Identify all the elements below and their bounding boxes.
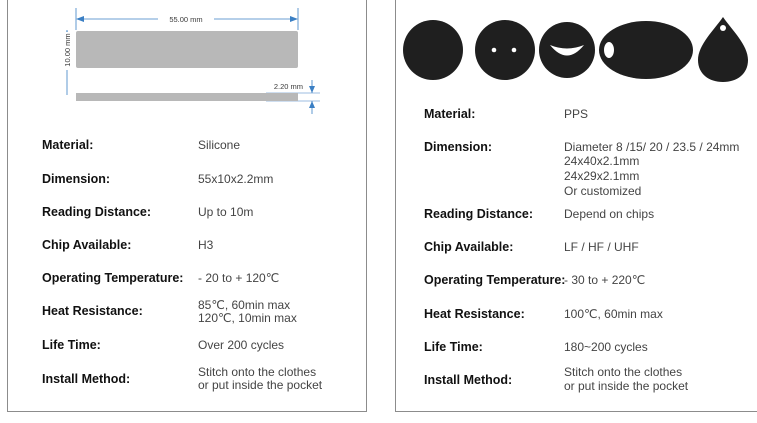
dimension-label: Dimension: (42, 172, 111, 186)
install-method-value: Stitch onto the clothes (564, 365, 683, 379)
dimension-value: 24x29x2.1mm (564, 169, 640, 183)
operating-temperature-label: Operating Temperature: (42, 271, 184, 285)
tag-shapes-row (396, 0, 757, 92)
reading-distance-label: Reading Distance: (424, 207, 534, 221)
install-method-label: Install Method: (424, 373, 513, 387)
arrow-right-icon (290, 16, 298, 22)
teardrop-tag-icon (698, 17, 748, 82)
length-dimension-label: 55.00 mm (169, 15, 203, 24)
install-method-value: or put inside the pocket (564, 379, 689, 393)
chip-available-label: Chip Available: (42, 238, 132, 252)
material-label: Material: (424, 107, 476, 121)
life-time-value: 180~200 cycles (564, 340, 648, 354)
silicone-tag-side-view (76, 93, 298, 101)
width-dimension-label: 10.00 mm (63, 33, 72, 67)
reading-distance-value: Up to 10m (198, 205, 254, 219)
chip-available-label: Chip Available: (424, 240, 514, 254)
dimension-value: Or customized (564, 184, 642, 198)
heat-resistance-label: Heat Resistance: (42, 304, 143, 318)
dimension-value: 55x10x2.2mm (198, 172, 274, 186)
reading-distance-label: Reading Distance: (42, 205, 152, 219)
reading-distance-value: Depend on chips (564, 207, 655, 221)
heat-resistance-value: 120℃, 10min max (198, 311, 297, 325)
heat-resistance-value: 100℃, 60min max (564, 307, 663, 321)
tag-dimension-diagram (8, 0, 367, 130)
chip-available-value: LF / HF / UHF (564, 240, 639, 254)
chip-available-value: H3 (198, 238, 214, 252)
arrow-down-icon (309, 86, 315, 93)
round-tag-icon (403, 20, 463, 80)
install-method-label: Install Method: (42, 372, 131, 386)
dimension-label: Dimension: (424, 140, 493, 154)
operating-temperature-label: Operating Temperature: (424, 273, 566, 287)
life-time-label: Life Time: (424, 340, 483, 354)
operating-temperature-value: - 30 to + 220℃ (564, 273, 646, 287)
smile-tag-icon (539, 22, 595, 78)
arrow-left-icon (76, 16, 84, 22)
heat-resistance-value: 85℃, 60min max (198, 298, 291, 312)
arrow-up-icon (309, 101, 315, 108)
thickness-dimension-label: 2.20 mm (273, 82, 303, 91)
material-value: Silicone (198, 138, 241, 152)
left-product-card (7, 0, 367, 412)
oval-tag-icon (599, 21, 693, 79)
dimension-value: Diameter 8 /15/ 20 / 23.5 / 24mm (564, 140, 740, 154)
operating-temperature-value: - 20 to + 120℃ (198, 271, 280, 285)
install-method-value: or put inside the pocket (198, 378, 323, 392)
life-time-label: Life Time: (42, 338, 101, 352)
dimension-value: 24x40x2.1mm (564, 154, 640, 168)
life-time-value: Over 200 cycles (198, 338, 285, 352)
right-product-card (395, 0, 757, 412)
material-label: Material: (42, 138, 94, 152)
silicone-tag-top-view (76, 31, 298, 68)
button-tag-icon (475, 20, 535, 80)
install-method-value: Stitch onto the clothes (198, 365, 317, 379)
material-value: PPS (564, 107, 589, 121)
heat-resistance-label: Heat Resistance: (424, 307, 525, 321)
